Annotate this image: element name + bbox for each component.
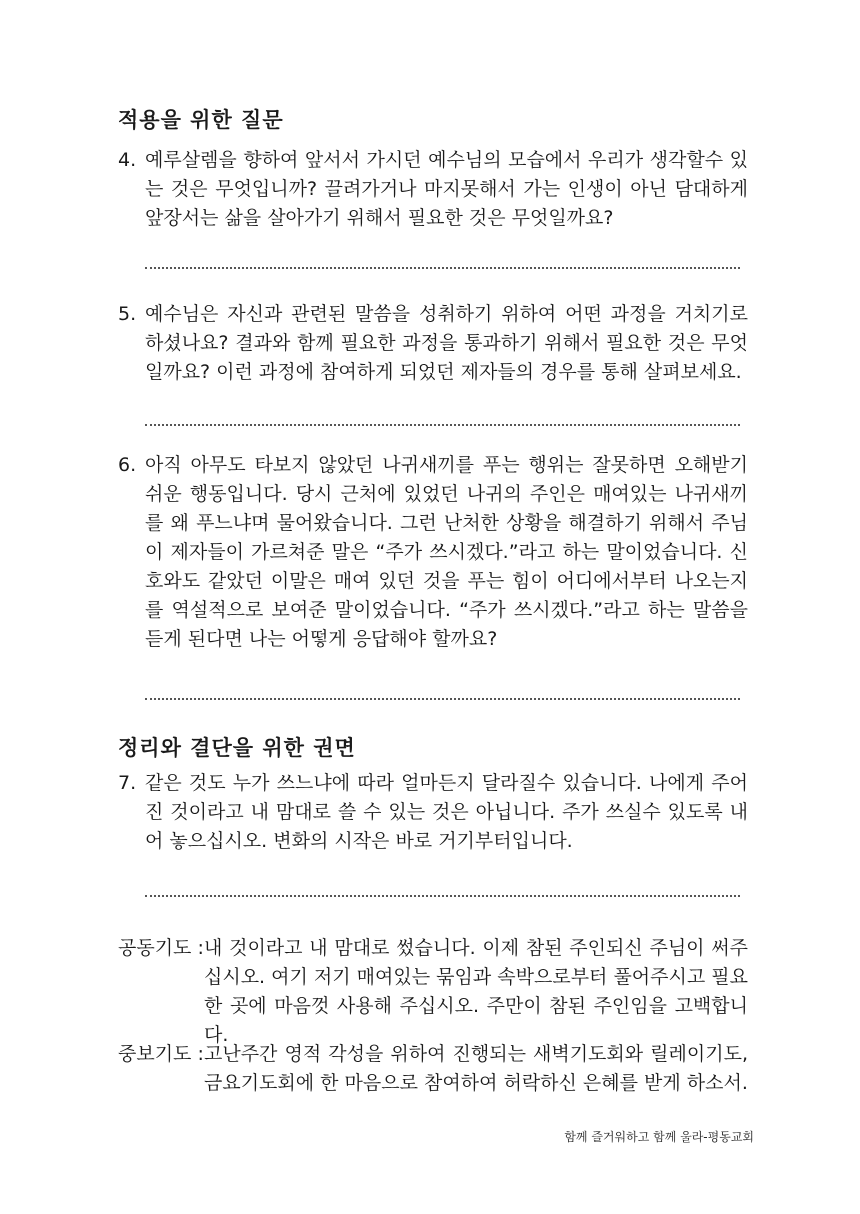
prayer-label: 중보기도 :	[118, 1043, 204, 1065]
question-number: 5.	[118, 303, 137, 325]
common-prayer	[118, 934, 748, 1050]
application-questions-heading: 적용을 위한 질문	[118, 108, 284, 132]
question-text: 같은 것도 누가 쓰느냐에 따라 얼마든지 달라질수 있습니다. 나에게 주어진 것이라고 내 맘대로 쓸 수 있는 것은 아닙니다. 주가 쓰실수 있도록 내어 놓으십시오. 변화의 시작은 바로 거기부터입니다.	[145, 772, 748, 852]
prayer-text: 고난주간 영적 각성을 위하여 진행되는 새벽기도회와 릴레이기도, 금요기도회에 한 마음으로 참여하여 허락하신 은혜를 받게 하소서.	[204, 1043, 748, 1094]
answer-line[interactable]	[145, 267, 740, 269]
question-item-6	[118, 451, 748, 654]
question-number: 6.	[118, 454, 137, 476]
question-number: 4.	[118, 149, 137, 171]
answer-line[interactable]	[145, 895, 740, 897]
church-footer: 함께 즐거워하고 함께 울라-평동교회	[564, 1130, 754, 1144]
question-number: 7.	[118, 772, 137, 794]
answer-line[interactable]	[145, 424, 740, 426]
question-item-7	[118, 769, 748, 856]
question-item-4	[118, 146, 748, 233]
question-item-5	[118, 300, 748, 387]
intercessory-prayer	[118, 1040, 748, 1098]
question-text: 아직 아무도 타보지 않았던 나귀새끼를 푸는 행위는 잘못하면 오해받기 쉬운 행동입니다. 당시 근처에 있었던 나귀의 주인은 매여있는 나귀새끼를 왜 푸느냐며 물어왔습니다. 그런 난처한 상황을 해결하기 위해서 주님이 제자들이 가르쳐준 말은 “주가 쓰시겠다.”라고 하는 말이었습니다. 신호와도 같았던 이말은 매여 있던 것을 푸는 힘이 어디에서부터 나오는지를 역설적으로 보여준 말이었습니다. “주가 쓰시겠다.”라고 하는 말씀을 듣게 된다면 나는 어떻게 응답해야 할까요?	[145, 454, 748, 650]
prayer-text: 내 것이라고 내 맘대로 썼습니다. 이제 참된 주인되신 주님이 써주십시오. 여기 저기 매여있는 묶임과 속박으로부터 풀어주시고 필요한 곳에 마음껏 사용해 주십시오. 주만이 참된 주인임을 고백합니다.	[204, 937, 748, 1046]
question-text: 예수님은 자신과 관련된 말씀을 성취하기 위하여 어떤 과정을 거치기로 하셨나요? 결과와 함께 필요한 과정을 통과하기 위해서 필요한 것은 무엇일까요? 이런 과정에 참여하게 되었던 제자들의 경우를 통해 살펴보세요.	[145, 303, 748, 383]
prayer-label: 공동기도 :	[118, 937, 204, 959]
decision-exhortation-heading: 정리와 결단을 위한 권면	[118, 736, 356, 760]
question-text: 예루살렘을 향하여 앞서서 가시던 예수님의 모습에서 우리가 생각할수 있는 것은 무엇입니까? 끌려가거나 마지못해서 가는 인생이 아닌 담대하게 앞장서는 삶을 살아가기 위해서 필요한 것은 무엇일까요?	[145, 149, 748, 229]
answer-line[interactable]	[145, 698, 740, 700]
